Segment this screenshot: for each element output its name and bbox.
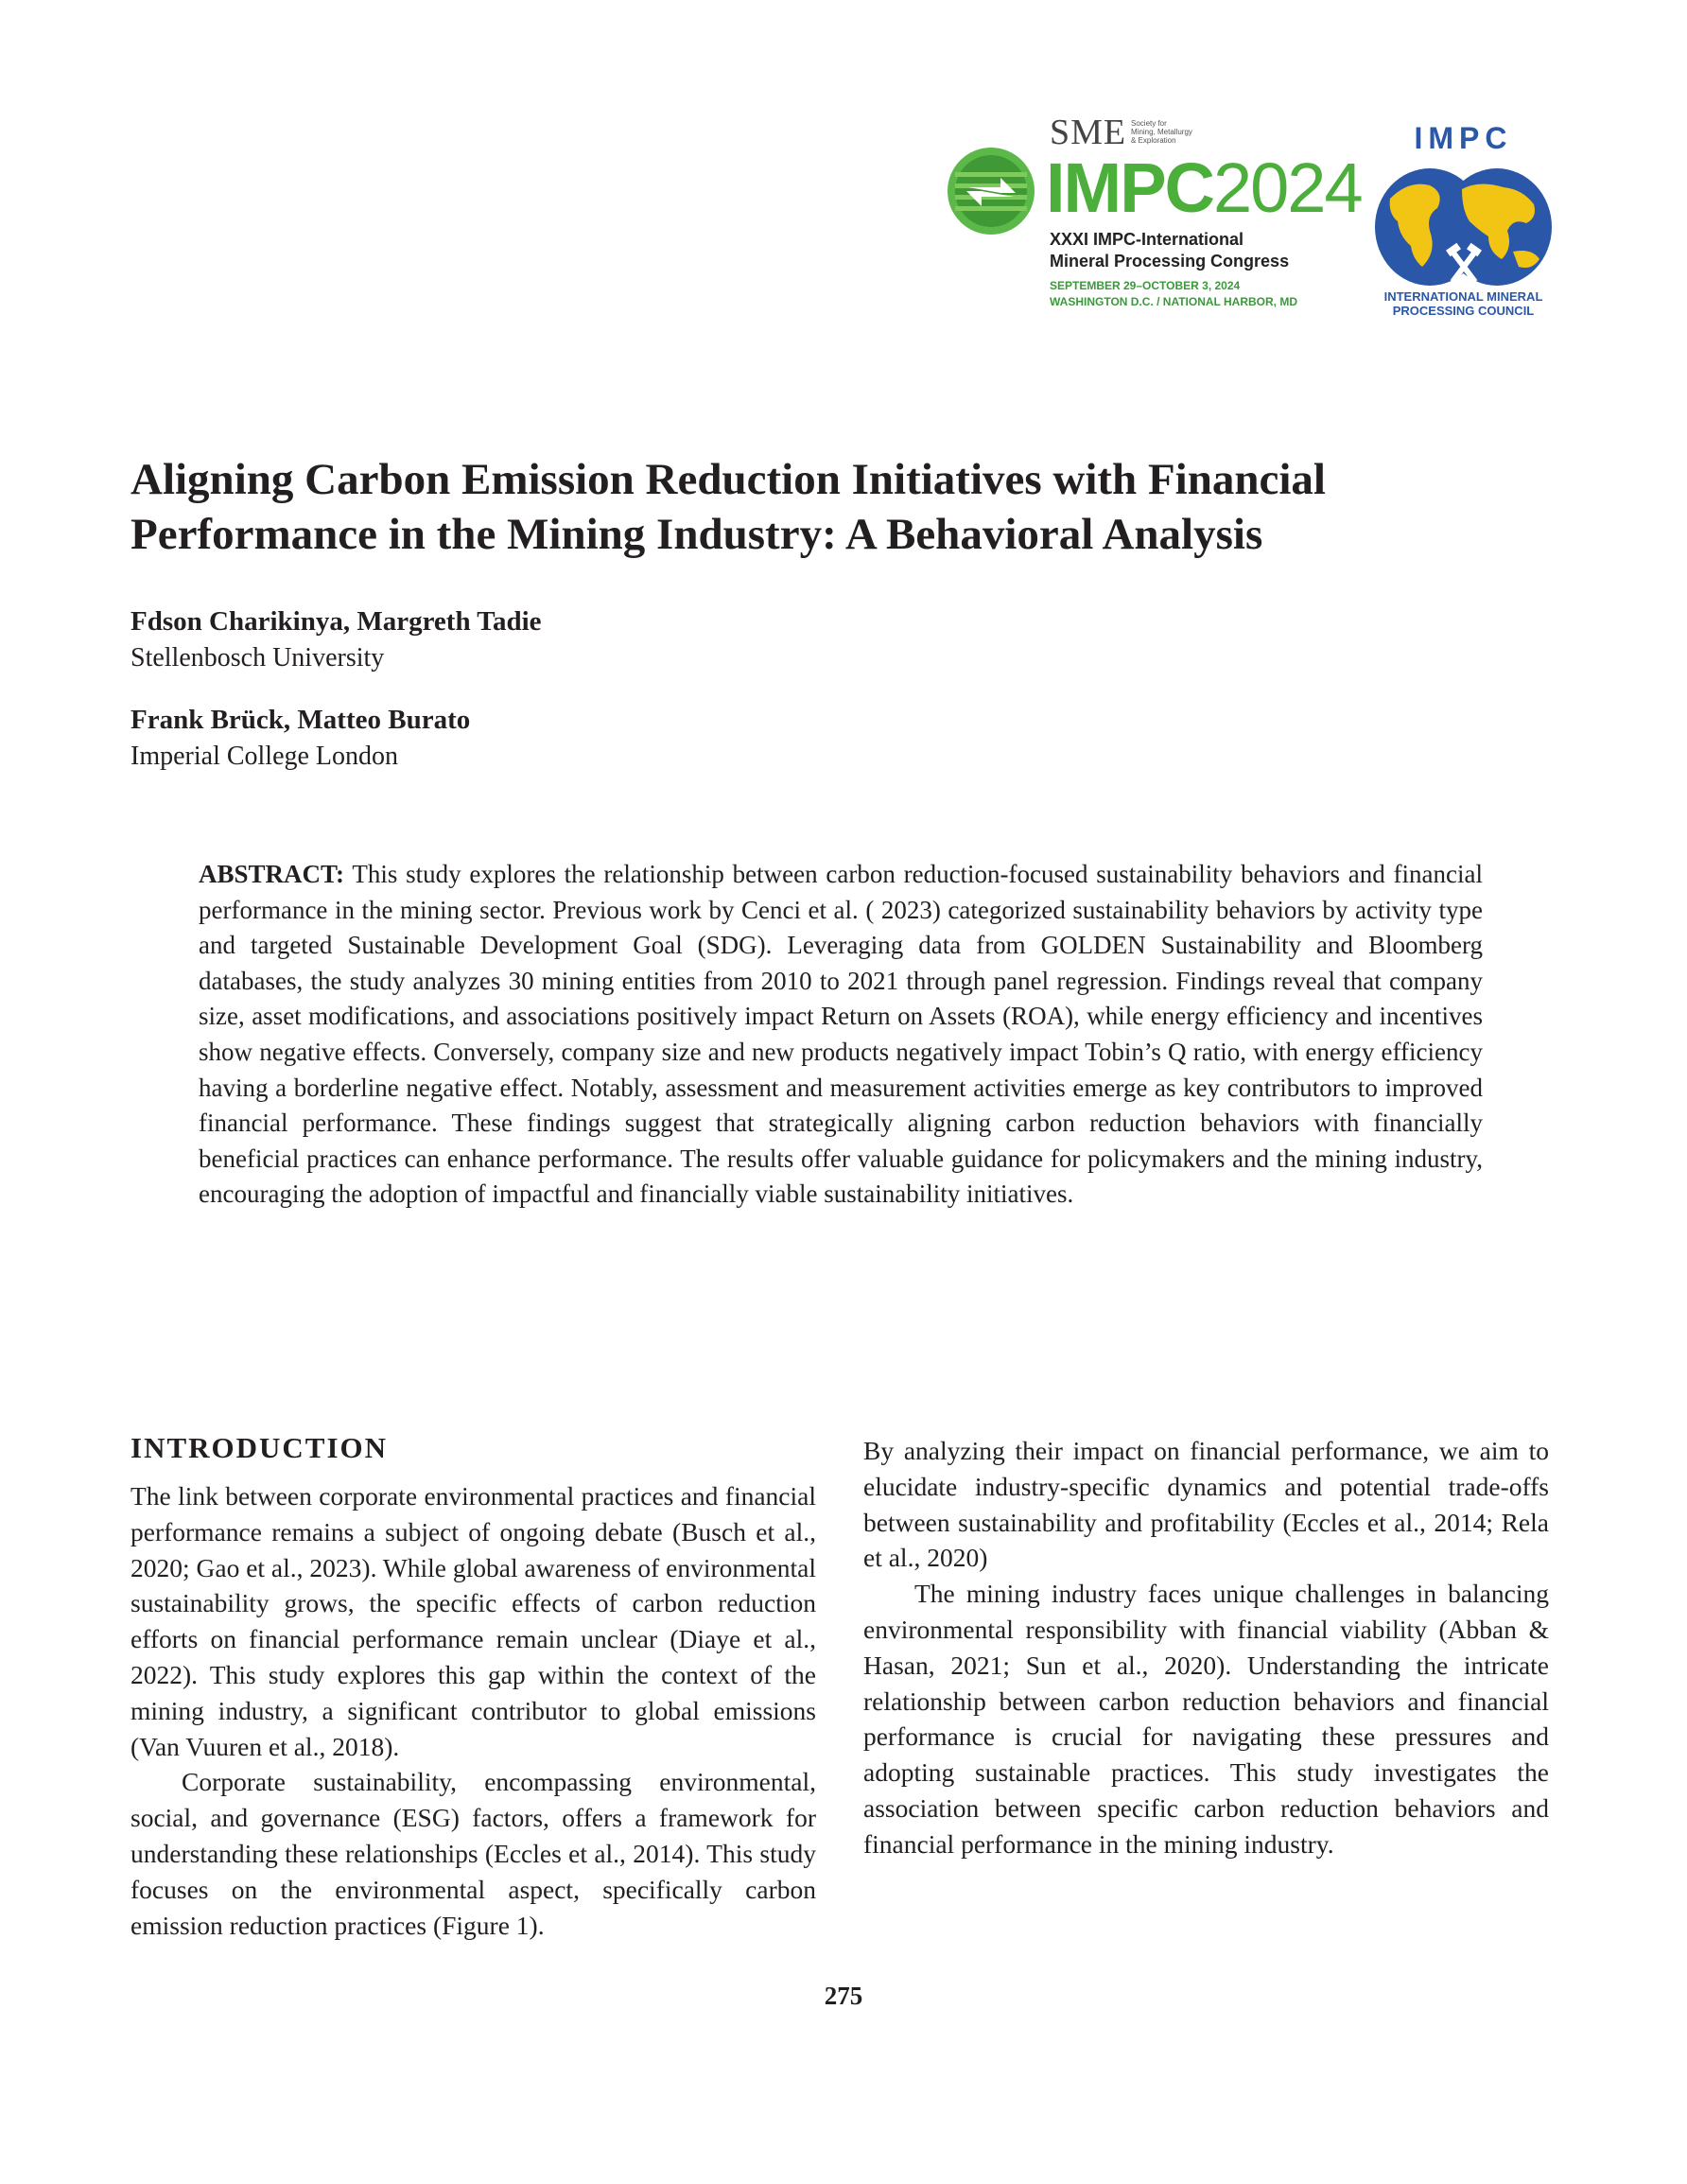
author-group-1-affiliation: Stellenbosch University	[130, 643, 385, 673]
introduction-heading: INTRODUCTION	[130, 1431, 389, 1464]
impc2024-congress-logo	[946, 112, 1362, 320]
left-column	[130, 1478, 816, 1943]
intro-paragraph-2: Corporate sustainability, encompassing environmental, social, and governance (ESG) factors, offers a framework for understanding these relationships (Eccles et al., 2014). This study focuses on the environmental aspect, specifically carbon emission reduction practices (Figure 1).	[130, 1767, 816, 1940]
council-name-line-1: INTERNATIONAL MINERAL	[1383, 289, 1543, 304]
author-group-2-affiliation: Imperial College London	[130, 742, 399, 771]
council-name-line-2: PROCESSING COUNCIL	[1392, 304, 1535, 318]
sme-logo-word: SME	[1050, 113, 1127, 152]
paper-title: Aligning Carbon Emission Reduction Initiatives with Financial Performance in the Mining Industry: A Behavioral Analysis	[130, 455, 1326, 559]
abstract	[199, 857, 1483, 1213]
impc-circle-arrows-icon	[946, 146, 1036, 236]
right-column	[863, 1433, 1549, 1862]
sme-logo-subtitle: Society for Mining, Metallurgy & Exploration	[1131, 119, 1192, 145]
globe-hammers-icon	[1371, 161, 1556, 293]
author-group-1-names: Fdson Charikinya, Margreth Tadie	[130, 606, 542, 637]
abstract-label: ABSTRACT:	[199, 860, 345, 888]
abstract-text: This study explores the relationship between carbon reduction-focused sustainability behaviors and financial performance in the mining sector. Previous work by Cenci et al. ( 2023) categorized sustainability behaviors by activity type and targeted Sustainable Development Goal (SDG). Leveraging data from GOLDEN Sustainability and Bloomberg databases, the study analyzes 30 mining entities from 2010 to 2021 through panel regression. Findings reveal that company size, asset modifications, and associations positively impact Return on Assets (ROA), while energy efficiency and incentives show negative effects. Conversely, company size and new products negatively impact Tobin’s Q ratio, with energy efficiency having a borderline negative effect. Notably, assessment and measurement activities emerge as key contributors to improved financial performance. These findings suggest that strategically aligning carbon reduction behaviors with financially beneficial practices can enhance performance. The results offer valuable guidance for policymakers and the mining industry, encouraging the adoption of impactful and financially viable sustainability initiatives.	[199, 860, 1484, 1209]
impc2024-wordmark: IMPC2024	[1046, 149, 1362, 227]
impc-council-logo	[1362, 121, 1565, 324]
congress-location: WASHINGTON D.C. / NATIONAL HARBOR, MD	[1050, 295, 1297, 308]
intro-paragraph-4: The mining industry faces unique challenges in balancing environmental responsibility with financial viability (Abban & Hasan, 2021; Sun et al., 2020). Understanding the intricate relationship between carbon reduction behaviors and financial performance is crucial for navigating these pressures and adopting sustainable practices. This study investigates the association between specific carbon reduction behaviors and financial performance in the mining industry.	[863, 1579, 1549, 1859]
congress-name-line-1: XXXI IMPC-International	[1050, 230, 1244, 249]
congress-name-line-2: Mineral Processing Congress	[1050, 252, 1290, 271]
intro-paragraph-1: The link between corporate environmental practices and financial performance remains a subject of ongoing debate (Busch et al., 2020; Gao et al., 2023). While global awareness of environmental sustainability grows, the specific effects of carbon reduction efforts on financial performance remain unclear (Diaye et al., 2022). This study explores this gap within the context of the mining industry, a significant contributor to global emissions (Van Vuuren et al., 2018).	[130, 1481, 816, 1761]
congress-dates: SEPTEMBER 29–OCTOBER 3, 2024	[1050, 279, 1241, 292]
page-number: 275	[824, 1982, 863, 2010]
council-logo-title: IMPC	[1414, 121, 1513, 155]
intro-paragraph-3: By analyzing their impact on financial performance, we aim to elucidate industry-specific dynamics and potential trade-offs between sustainability and profitability (Eccles et al., 2014; Rela et al., 2020)	[863, 1436, 1549, 1573]
author-group-2-names: Frank Brück, Matteo Burato	[130, 705, 471, 735]
